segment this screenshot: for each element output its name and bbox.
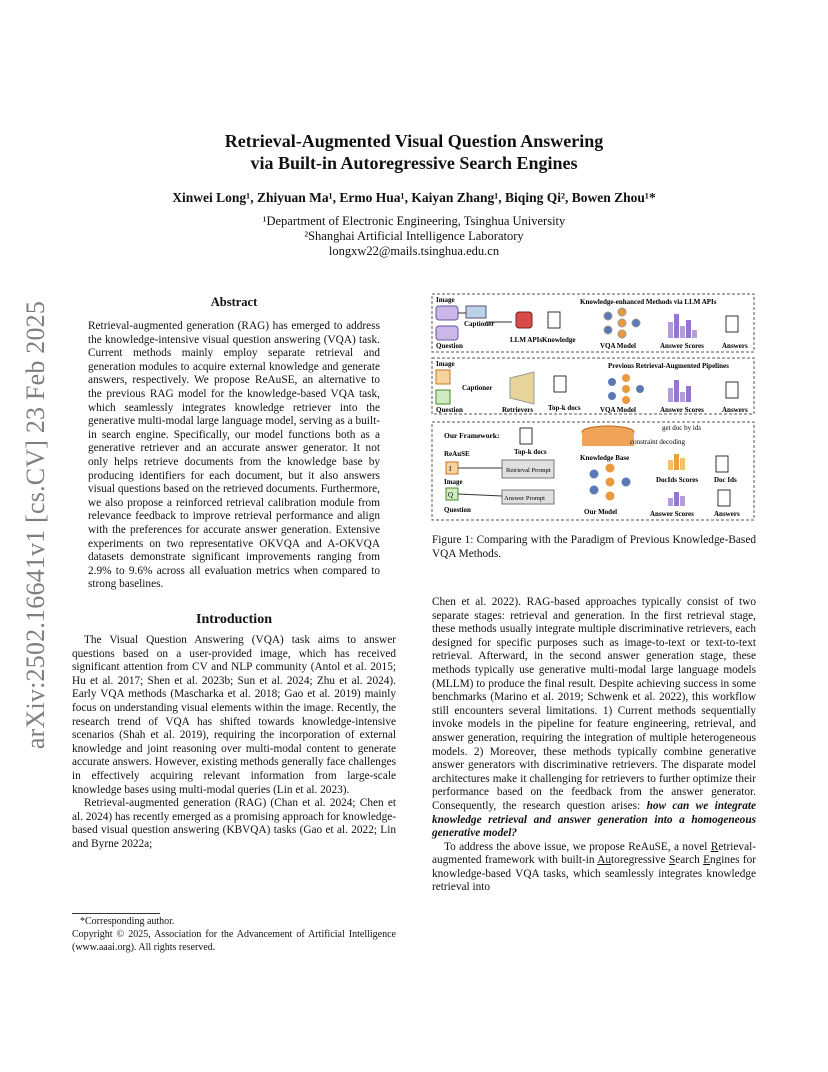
right-paragraph-1-text: Chen et al. 2022). RAG-based approaches typically consist of two separate stages: retrieval and generation. In the first retrieval stage, these methods usually integrate multiple discriminative retrievers, each designed for specific purposes such as image-to-text or text-to-text retrieval. Afterward, in the second answer generation stage, these methods typically use generative multi-modal large language models (MLLM) to produce the final result. Despite achieving success in some benchmarks (Marino et al. 2019; Schwenk et al. 2022), this workflow still encounters several limitations. 1) Current methods sequentially invoke models in the pipeline for feature engineering, retrieval, and answer generation, requiring the integration of multiple heterogeneous models. 2) Moreover, these methods typically combine generative answer generators with discriminative retrievers. The disparate model architectures make it challenging for retrievers to further optimize their performance based on the feedback from the answer generator. Consequently, the research question arises: bbox=[432, 596, 756, 812]
panel2-title: Previous Retrieval-Augmented Pipelines bbox=[608, 362, 729, 370]
panel1-vqa-label: VQA Model bbox=[600, 342, 636, 350]
panel1-scores-label: Answer Scores bbox=[660, 342, 704, 350]
abstract-heading: Abstract bbox=[210, 295, 258, 309]
network-icon bbox=[608, 374, 644, 404]
panel3-topk-label: Top-k docs bbox=[514, 448, 547, 456]
p2-text-a: To address the above issue, we propose ReAuSE, a novel bbox=[444, 840, 711, 853]
answer-prompt-label: Answer Prompt bbox=[504, 495, 545, 502]
intro-paragraph-2: Retrieval-augmented generation (RAG) (Chan et al. 2024; Chen et al. 2024) has recently emerged as a promising approach for knowledge-based visual question answering (KBVQA) tasks (Gao et al. 2022; Lin and Byrne 2022a; bbox=[72, 797, 396, 850]
panel3-title: Our Framework: bbox=[444, 431, 500, 440]
score-bars bbox=[668, 314, 697, 338]
docid-score-bars bbox=[668, 454, 685, 470]
affiliation-1: ¹Department of Electronic Engineering, Tsinghua University bbox=[262, 214, 566, 228]
abstract-body: Retrieval-augmented generation (RAG) has emerged to address the knowledge-intensive visual question answering (VQA) task. Current methods mainly employ separate retrieval and generation modules to acquire external knowledge and generate answers, respectively. We propose ReAuSE, an alternative to the previous RAG model for the knowledge-based VQA task, which seamlessly integrates knowledge retriever into the generative multi-modal large language model, serving as a built-in search engine. Specifically, our model functions both as a generative retriever and an accurate answer generator. It not only helps retrieve documents from the knowledge base by producing identifiers for each document, but it also answers visual questions based on the retrieved documents. Furthermore, we also propose a reinforced retrieval calibration module from relevance feedback to improve retrieval performance and align with the preferences for accurate answer generation. Extensive experiments on two representative OKVQA and A-OKVQA datasets demonstrate significant improvements ranging from 2.9% to 9.6% across all evaluation metrics when compared to strong baselines. bbox=[88, 320, 380, 591]
q-token-label: Q bbox=[448, 491, 454, 499]
panel1-title: Knowledge-enhanced Methods via LLM APIs bbox=[580, 298, 717, 306]
right-paragraph-1 bbox=[432, 596, 756, 841]
figure-1-diagram bbox=[430, 292, 756, 522]
retriever-icon bbox=[510, 372, 534, 404]
llm-apis-label: LLM APIs bbox=[510, 336, 543, 344]
answer-doc-icon bbox=[726, 316, 738, 332]
robot-icon bbox=[516, 312, 532, 328]
panel1-image-label: Image bbox=[436, 296, 455, 304]
knowledge-label: Knowledge bbox=[542, 336, 576, 344]
figure-caption: Figure 1: Comparing with the Paradigm of Previous Knowledge-Based VQA Methods. bbox=[432, 534, 756, 560]
corresponding-author-note: *Corresponding author. bbox=[80, 916, 175, 927]
paper-title bbox=[120, 130, 708, 174]
q-token-icon bbox=[436, 390, 450, 404]
panel3-scores-label: Answer Scores bbox=[650, 510, 694, 518]
panel1-question-label: Question bbox=[436, 342, 463, 350]
i-token-icon bbox=[436, 370, 450, 384]
network-icon bbox=[604, 308, 640, 338]
panel1-answers-label: Answers bbox=[722, 342, 748, 350]
answer-score-bars bbox=[668, 492, 685, 506]
panel2-scores-label: Answer Scores bbox=[660, 406, 704, 414]
author-list: Xinwei Long¹, Zhiyuan Ma¹, Ermo Hua¹, Kaiyan Zhang¹, Biqing Qi², Bowen Zhou¹* bbox=[172, 190, 656, 205]
panel2-answers-label: Answers bbox=[722, 406, 748, 414]
title-line-2: via Built-in Autoregressive Search Engines bbox=[250, 153, 578, 173]
panel2-question-label: Question bbox=[436, 406, 463, 414]
panel1-captioner-label: Captioner bbox=[464, 320, 495, 328]
our-model-label: Our Model bbox=[584, 508, 618, 516]
retrieval-prompt-label: Retrieval Prompt bbox=[506, 467, 551, 474]
panel3-image-label: Image bbox=[444, 478, 463, 486]
docids-scores-label: DocIds Scores bbox=[656, 476, 699, 484]
p2-underline-au: Au bbox=[597, 854, 612, 867]
p2-underline-e: E bbox=[703, 854, 710, 867]
p2-text-d: earch bbox=[675, 854, 704, 867]
topk-docs-icon bbox=[554, 376, 566, 392]
document-icon bbox=[548, 312, 560, 328]
answer-doc-icon bbox=[718, 490, 730, 506]
panel2-vqa-label: VQA Model bbox=[600, 406, 636, 414]
panel2-topk-label: Top-k docs bbox=[548, 404, 581, 412]
doc-ids-label: Doc Ids bbox=[714, 476, 737, 484]
network-icon bbox=[590, 464, 631, 501]
answer-doc-icon bbox=[726, 382, 738, 398]
panel3-answers-label: Answers bbox=[714, 510, 740, 518]
right-column bbox=[432, 596, 756, 895]
p2-text-c: toregressive bbox=[611, 854, 669, 867]
retrievers-label: Retrievers bbox=[502, 406, 534, 414]
arrow bbox=[458, 494, 502, 496]
panel2-image-label: Image bbox=[436, 360, 455, 368]
p2-underline-r: R bbox=[710, 840, 719, 853]
intro-paragraph-1: The Visual Question Answering (VQA) task aims to answer questions based on a user-provided image, which has received significant attention from CV and NLP community (Antol et al. 2015; Hu et al. 2017; Shen et al. 2023b; Sun et al. 2024; Zhu et al. 2024). Early VQA methods (Mascharka et al. 2018; Gao et al. 2019) mainly focus on understanding visual elements within the image. Recently, the research trend of VQA has shifted towards knowledge-intensive scenarios (Shah et al. 2019), requiring the incorporation of external knowledge and joint reasoning over multi-modal content to generate accurate answers. However, existing methods generally face challenges in effectively acquiring relevant information from large-scale knowledge bases using multi-modal queries (Lin et al. 2023). bbox=[72, 634, 396, 796]
score-bars bbox=[668, 380, 691, 402]
author-email: longxw22@mails.tsinghua.edu.cn bbox=[328, 244, 500, 258]
figure-1 bbox=[430, 292, 756, 522]
panel2-captioner-label: Captioner bbox=[462, 384, 493, 392]
panel3-question-label: Question bbox=[444, 506, 471, 514]
right-paragraph-2 bbox=[432, 841, 756, 895]
constraint-decoding-label: constraint decoding bbox=[630, 438, 686, 446]
p2-text-f: ngines for knowledge-based VQA tasks, which seamlessly integrates knowledge retrieval into bbox=[432, 854, 757, 894]
p2-underline-s: S bbox=[668, 854, 676, 867]
title-line-1: Retrieval-Augmented Visual Question Answering bbox=[224, 131, 604, 151]
p2-text-b: etrieval-augmented framework with built-in bbox=[432, 840, 756, 867]
intro-column-left bbox=[72, 634, 396, 852]
arxiv-id: arXiv:2502.16641v1 [cs.CV] 23 Feb 2025 bbox=[21, 300, 50, 750]
introduction-heading: Introduction bbox=[196, 612, 272, 627]
question-icon bbox=[436, 326, 458, 340]
research-question: how can we integrate knowledge retrieval and answer generation into a homogeneous generative model? bbox=[432, 799, 756, 840]
doc-ids-icon bbox=[716, 456, 728, 472]
get-doc-label: get doc by ids bbox=[662, 424, 702, 432]
reause-label: ReAuSE bbox=[444, 450, 470, 458]
knowledge-base-body bbox=[582, 432, 634, 446]
image-icon bbox=[436, 306, 458, 320]
footnote-divider bbox=[72, 913, 160, 914]
captioner-icon bbox=[466, 306, 486, 318]
i-token-label: I bbox=[449, 465, 452, 473]
topk-docs-icon bbox=[520, 428, 532, 444]
i-token-icon bbox=[446, 462, 458, 474]
arxiv-stamp bbox=[16, 285, 56, 765]
copyright-notice: Copyright © 2025, Association for the Advancement of Artificial Intelligence (www.aaai.org). All rights reserved. bbox=[72, 929, 396, 953]
knowledge-base-label: Knowledge Base bbox=[580, 454, 630, 462]
affiliation-2: ²Shanghai Artificial Intelligence Laboratory bbox=[304, 229, 524, 243]
